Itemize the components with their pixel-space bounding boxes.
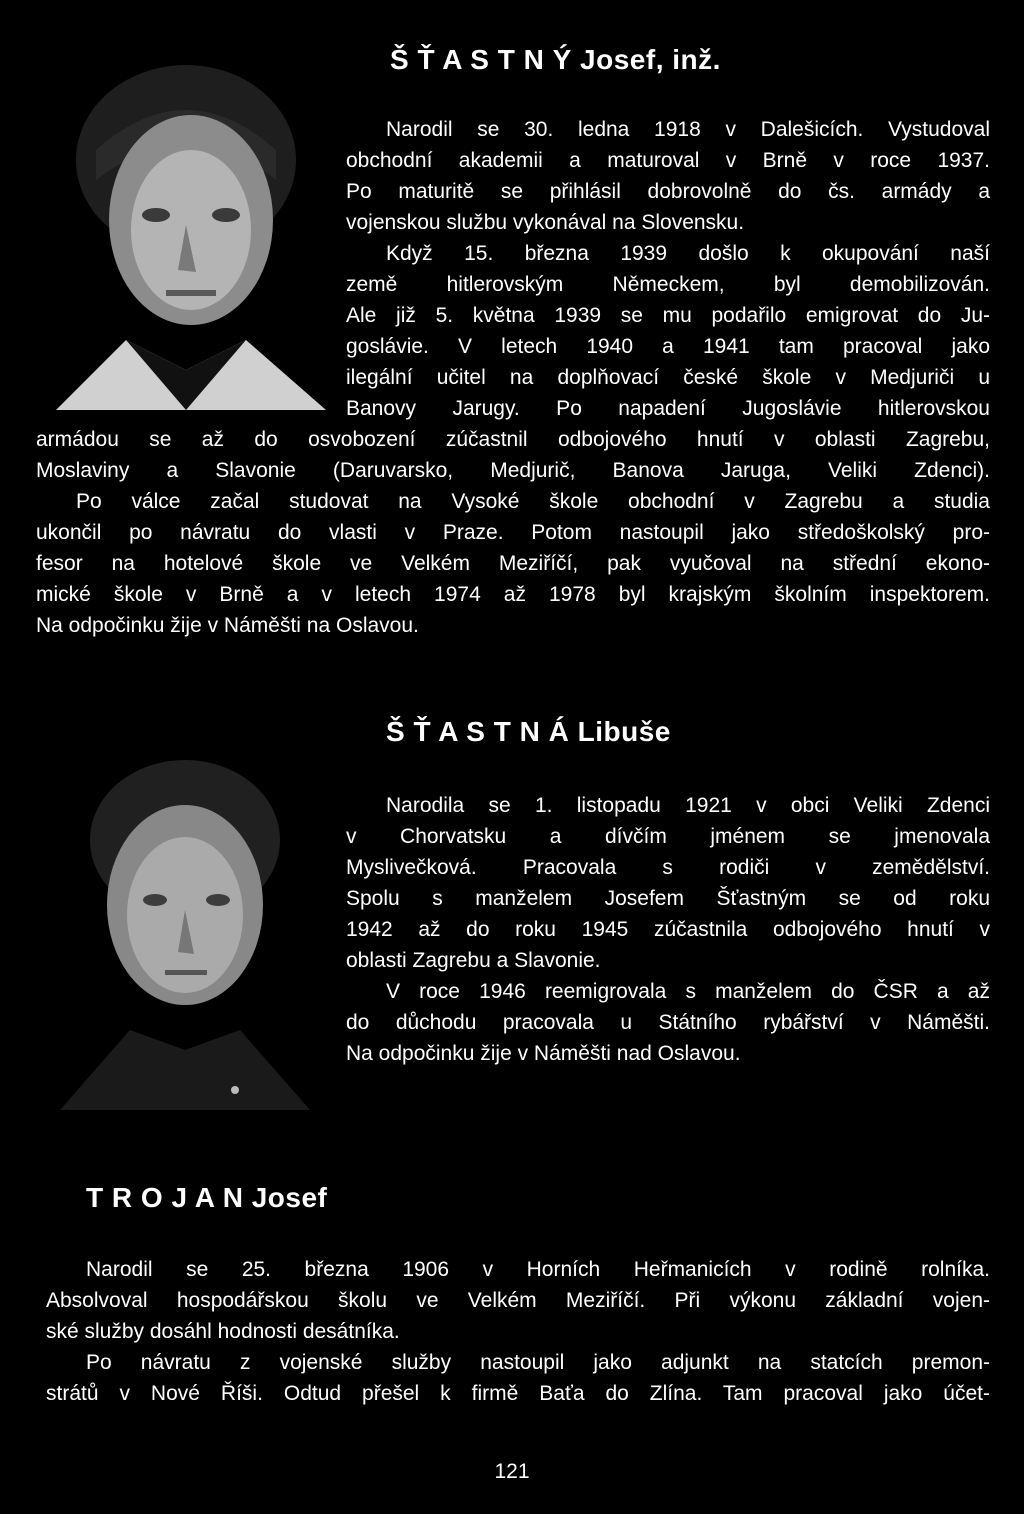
heading-stastna-libuse: Š Ť A S T N Á Libuše [386,716,671,747]
text-line: do důchodu pracovala u Státního rybářství v Náměšti. [346,1011,990,1034]
text-line: Na odpočinku žije v Náměšti na Oslavou. [36,614,419,637]
text-line: fesor na hotelové škole ve Velkém Meziříčí, pak vyučoval na střední ekono- [36,552,990,575]
text-line: Ale již 5. května 1939 se mu podařilo emigrovat do Ju- [346,304,990,327]
heading-stastny-josef: Š Ť A S T N Ý Josef, inž. [390,44,721,75]
heading-trojan-josef: T R O J A N Josef [86,1182,328,1213]
text-line: goslávie. V letech 1940 a 1941 tam pracoval jako [346,335,990,358]
bio-stastny-josef-continued [36,424,990,641]
text-line: v Chorvatsku a dívčím jménem se jmenovala [346,825,990,848]
text-line: mické škole v Brně a v letech 1974 až 1978 byl krajským školním inspektorem. [36,583,990,606]
bio-stastny-josef [346,114,990,424]
text-line: Absolvoval hospodářskou školu ve Velkém Meziříčí. Při výkonu základní vojen- [46,1289,990,1312]
text-line: Moslaviny a Slavonie (Daruvarsko, Medjurič, Banova Jaruga, Veliki Zdenci). [36,459,990,482]
portrait-josef-image [36,40,336,410]
text-line: vojenskou službu vykonával na Slovensku. [346,211,745,234]
text-line: obchodní akademii a maturoval v Brně v roce 1937. [346,149,990,172]
text-line: Když 15. března 1939 došlo k okupování naší [386,242,990,265]
bio-trojan-josef [46,1254,990,1409]
portrait-photo-libuse [30,730,330,1110]
text-line: Po maturitě se přihlásil dobrovolně do čs. armády a [346,180,990,203]
bio-stastna-libuse [346,790,990,1069]
portrait-libuse-image [30,730,330,1110]
text-line: ukončil po návratu do vlasti v Praze. Potom nastoupil jako středoškolský pro- [36,521,990,544]
text-line: Na odpočinku žije v Náměšti nad Oslavou. [346,1042,741,1065]
text-line: Narodil se 30. ledna 1918 v Dalešicích. Vystudoval [386,118,990,141]
text-line: Po návratu z vojenské služby nastoupil jako adjunkt na statcích premon- [86,1351,990,1374]
text-line: armádou se až do osvobození zúčastnil odbojového hnutí v oblasti Zagrebu, [36,428,990,451]
text-line: V roce 1946 reemigrovala s manželem do ČSR a až [386,980,990,1003]
text-line: Narodila se 1. listopadu 1921 v obci Veliki Zdenci [386,794,990,817]
text-line: Narodil se 25. března 1906 v Horních Heřmanicích v rodině rolníka. [86,1258,990,1281]
text-line: oblasti Zagrebu a Slavonie. [346,949,601,972]
text-line: ilegální učitel na doplňovací české škole v Medjuriči u [346,366,990,389]
text-line: Banovy Jarugy. Po napadení Jugoslávie hitlerovskou [346,397,990,420]
text-line: Po válce začal studovat na Vysoké škole obchodní v Zagrebu a studia [76,490,990,513]
text-line: země hitlerovským Německem, byl demobilizován. [346,273,990,296]
text-line: strátů v Nové Říši. Odtud přešel k firmě Baťa do Zlína. Tam pracoval jako účet- [46,1382,990,1405]
text-line: Spolu s manželem Josefem Šťastným se od roku [346,887,990,910]
portrait-photo-josef [36,40,336,410]
text-line: ské služby dosáhl hodnosti desátníka. [46,1320,400,1343]
text-line: 1942 až do roku 1945 zúčastnila odbojového hnutí v [346,918,990,941]
page-number: 121 [494,1460,530,1483]
text-line: Myslivečková. Pracovala s rodiči v zemědělství. [346,856,990,879]
